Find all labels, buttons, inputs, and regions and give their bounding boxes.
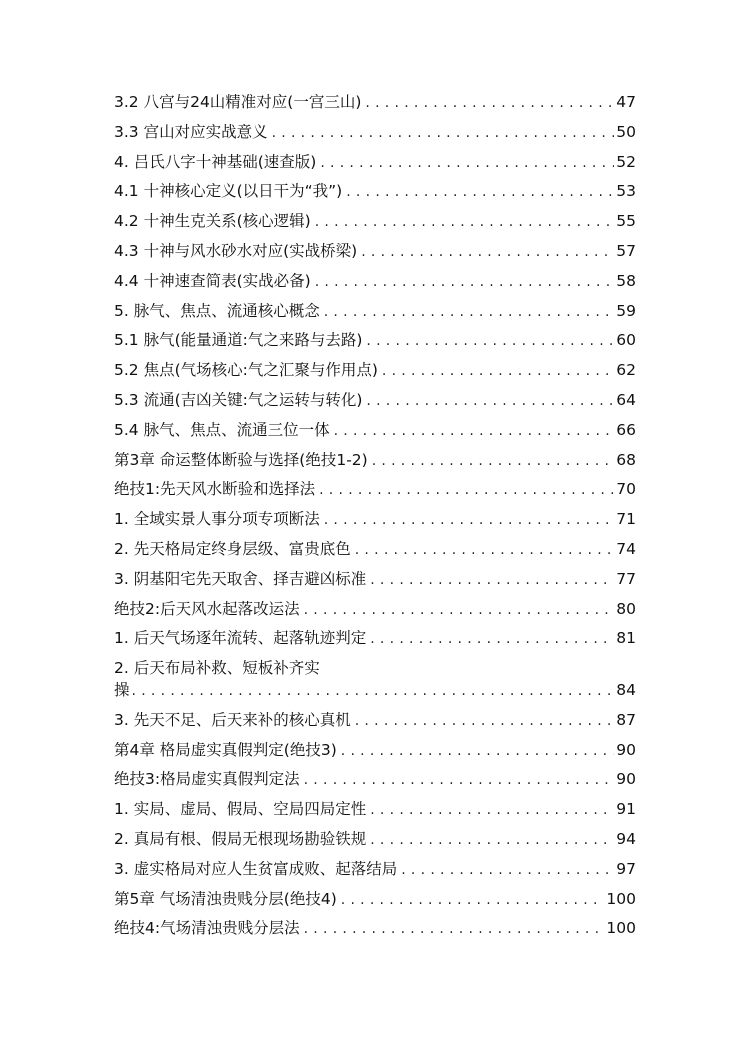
toc-entry-page-number: 70 (616, 480, 636, 499)
toc-entry-page-number: 90 (616, 740, 636, 759)
toc-entry[interactable] (114, 624, 636, 654)
toc-entry[interactable] (114, 505, 636, 535)
dot-leader (132, 677, 615, 707)
dot-leader (341, 737, 615, 767)
toc-entry-title: 绝技2:后天风水起落改运法 (114, 599, 300, 618)
dot-leader (382, 357, 614, 387)
toc-entry[interactable] (114, 386, 636, 416)
toc-entry-title: 3.3 宫山对应实战意义 (114, 122, 268, 141)
toc-entry-continuation (114, 676, 636, 706)
toc-entry-title: 3. 阴基阳宅先天取舍、择吉避凶标准 (114, 569, 367, 588)
toc-entry-title: 绝技3:格局虚实真假判定法 (114, 770, 300, 789)
toc-entry-title: 3.2 八宫与24山精准对应(一宫三山) (114, 93, 362, 111)
toc-entry[interactable] (114, 177, 636, 207)
toc-entry-title: 4.4 十神速查简表(实战必备) (114, 271, 311, 290)
toc-entry-page-number: 97 (616, 859, 636, 878)
toc-entry-title: 5.2 焦点(气场核心:气之汇聚与作用点) (114, 361, 378, 380)
toc-entry[interactable] (114, 706, 636, 736)
toc-entry-page-number: 52 (616, 152, 636, 171)
toc-entry-title: 第3章 命运整体断验与选择(绝技1-2) (114, 450, 368, 469)
toc-entry-page-number: 81 (616, 629, 636, 648)
dot-leader (372, 447, 615, 477)
toc-entry-page-number: 53 (616, 182, 636, 201)
toc-entry-title: 4.3 十神与风水砂水对应(实战桥梁) (114, 241, 358, 260)
toc-entry-page-number: 80 (616, 599, 636, 618)
toc-entry-page-number: 66 (616, 420, 636, 439)
dot-leader (324, 506, 615, 536)
toc-entry[interactable] (114, 475, 636, 505)
toc-entry-title: 5.3 流通(吉凶关键:气之运转与转化) (114, 390, 363, 409)
dot-leader (315, 268, 615, 298)
toc-entry-page-number: 58 (616, 271, 636, 290)
dot-leader (304, 596, 615, 626)
toc-entry-title: 5.4 脉气、焦点、流通三位一体 (114, 420, 330, 439)
toc-entry-page-number: 94 (616, 829, 636, 848)
toc-entry-title: 1. 后天气场逐年流转、起落轨迹判定 (114, 629, 367, 648)
toc-entry-page-number: 62 (616, 361, 636, 380)
toc-entry[interactable] (114, 326, 636, 356)
dot-leader (366, 327, 614, 357)
toc-entry-page-number: 100 (606, 889, 636, 908)
dot-leader (365, 89, 614, 119)
toc-entry-page-number: 71 (616, 510, 636, 529)
toc-entry[interactable] (114, 855, 636, 885)
toc-entry-page-number: 47 (616, 93, 636, 111)
dot-leader (315, 208, 615, 238)
toc-entry[interactable] (114, 736, 636, 766)
dot-leader (334, 417, 615, 447)
dot-leader (370, 796, 614, 826)
dot-leader (370, 826, 614, 856)
toc-entry-title: 1. 实局、虚局、假局、空局四局定性 (114, 800, 367, 819)
toc-entry-title: 2. 后天布局补救、短板补齐实 (114, 659, 320, 678)
toc-entry-page-number: 59 (616, 301, 636, 320)
toc-entry-page-number: 100 (606, 919, 636, 938)
toc-entry-page-number: 60 (616, 331, 636, 350)
toc-entry-title: 5. 脉气、焦点、流通核心概念 (114, 301, 320, 320)
dot-leader (320, 149, 614, 179)
dot-leader (370, 566, 614, 596)
toc-entry[interactable] (114, 297, 636, 327)
toc-entry-page-number: 50 (616, 122, 636, 141)
dot-leader (355, 707, 615, 737)
toc-entry-title-continued: 操 (114, 680, 130, 699)
toc-entry-page-number: 55 (616, 212, 636, 231)
toc-entry[interactable] (114, 654, 636, 706)
toc-entry[interactable] (114, 765, 636, 795)
toc-entry-page-number: 77 (616, 569, 636, 588)
toc-entry-title: 5.1 脉气(能量通道:气之来路与去路) (114, 331, 363, 350)
toc-entry-title: 第4章 格局虚实真假判定(绝技3) (114, 740, 337, 759)
toc-entry[interactable] (114, 565, 636, 595)
toc-entry[interactable] (114, 595, 636, 625)
dot-leader (366, 387, 614, 417)
toc-entry-title: 第5章 气场清浊贵贱分层(绝技4) (114, 889, 337, 908)
toc-entry-page-number: 68 (616, 450, 636, 469)
dot-leader (324, 298, 615, 328)
toc-entry[interactable] (114, 914, 636, 944)
toc-entry[interactable] (114, 356, 636, 386)
toc-entry-page-number: 74 (616, 539, 636, 558)
dot-leader (304, 915, 605, 945)
dot-leader (401, 856, 614, 886)
dot-leader (361, 238, 614, 268)
dot-leader (355, 536, 615, 566)
toc-entry-title: 2. 真局有根、假局无根现场勘验铁规 (114, 829, 367, 848)
toc-entry[interactable] (114, 535, 636, 565)
toc-entry-title: 4. 吕氏八字十神基础(速查版) (114, 152, 317, 171)
dot-leader (319, 476, 614, 506)
toc-entry[interactable] (114, 88, 636, 118)
toc-entry[interactable] (114, 267, 636, 297)
dot-leader (370, 625, 614, 655)
toc-entry-page-number: 64 (616, 390, 636, 409)
toc-entry-title: 1. 全域实景人事分项专项断法 (114, 510, 320, 529)
toc-entry[interactable] (114, 446, 636, 476)
toc-entry-title: 2. 先天格局定终身层级、富贵底色 (114, 539, 351, 558)
toc-entry-title: 3. 先天不足、后天来补的核心真机 (114, 710, 351, 729)
toc-entry-page-number: 91 (616, 800, 636, 819)
toc-entry-title: 4.1 十神核心定义(以日干为“我”) (114, 182, 343, 201)
dot-leader (272, 119, 615, 149)
toc-entry-title: 绝技1:先天风水断验和选择法 (114, 480, 316, 499)
toc-entry-title: 绝技4:气场清浊贵贱分层法 (114, 919, 300, 938)
toc-entry-title: 4.2 十神生克关系(核心逻辑) (114, 212, 311, 231)
toc-entry[interactable] (114, 795, 636, 825)
toc-entry-title: 3. 虚实格局对应人生贫富成败、起落结局 (114, 859, 398, 878)
toc-entry[interactable] (114, 148, 636, 178)
toc-entry-page-number: 84 (616, 680, 636, 699)
toc-entry[interactable] (114, 825, 636, 855)
dot-leader (346, 178, 614, 208)
toc-entry[interactable] (114, 207, 636, 237)
toc-entry[interactable] (114, 118, 636, 148)
table-of-contents (114, 88, 636, 944)
dot-leader (341, 886, 605, 916)
toc-entry-page-number: 90 (616, 770, 636, 789)
toc-entry-page-number: 57 (616, 241, 636, 260)
toc-entry[interactable] (114, 237, 636, 267)
toc-entry[interactable] (114, 416, 636, 446)
dot-leader (304, 766, 615, 796)
toc-entry-page-number: 87 (616, 710, 636, 729)
toc-entry[interactable] (114, 885, 636, 915)
